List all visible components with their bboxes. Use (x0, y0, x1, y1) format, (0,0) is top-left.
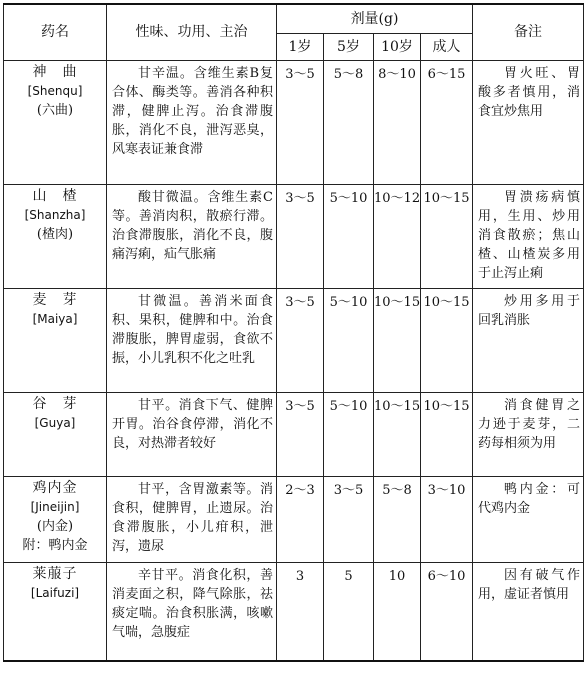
herb-pinyin: [Guya] (34, 416, 76, 430)
herb-remarks: 消食健胃之力逊于麦芽，二药每相须为用 (473, 393, 584, 477)
herb-remarks: 胃火旺、胃酸多者慎用，消食宜炒焦用 (473, 61, 584, 185)
herb-remarks: 因有破气作用，虚证者慎用 (473, 563, 584, 661)
dose-adult: 6～15 (421, 61, 473, 185)
herb-name-cell (4, 477, 107, 563)
dose-age-5: 5～8 (324, 61, 374, 185)
table-row (4, 563, 584, 661)
dose-age-1: 3～5 (277, 289, 324, 393)
col-header-age-10: 10岁 (374, 34, 421, 61)
dose-adult: 10～15 (421, 185, 473, 289)
herb-name-cell (4, 289, 107, 393)
dose-age-5: 5 (324, 563, 374, 661)
herb-remarks: 胃溃疡病慎用，生用、炒用消食散瘀；焦山楂、山楂炭多用于止泻止痢 (473, 185, 584, 289)
col-header-remarks: 备注 (473, 4, 584, 61)
dose-adult: 6～10 (421, 563, 473, 661)
dose-age-10: 5～8 (374, 477, 421, 563)
dose-adult: 10～15 (421, 289, 473, 393)
dose-age-10: 10～15 (374, 289, 421, 393)
table-row (4, 185, 584, 289)
dose-age-1: 3～5 (277, 185, 324, 289)
dose-age-5: 5～10 (324, 185, 374, 289)
herb-description: 甘平，含胃激素等。消食积，健脾胃，止遗尿。治食滞腹胀，小儿疳积，泄泻，遗尿 (107, 477, 277, 563)
herb-name-cell (4, 563, 107, 661)
dose-age-10: 10～12 (374, 185, 421, 289)
herb-description: 甘平。消食下气、健脾开胃。治谷食停滞，消化不良，对热滞者较好 (107, 393, 277, 477)
col-header-name: 药名 (4, 4, 107, 61)
dose-age-5: 5～10 (324, 393, 374, 477)
herb-description: 酸甘微温。含维生素C等。善消肉积，散瘀行滞。治食滞腹胀，消化不良，腹痛泻痢，疝气胀痛 (107, 185, 277, 289)
herb-pinyin: [Maiya] (32, 312, 78, 326)
dose-age-1: 2～3 (277, 477, 324, 563)
herb-name: 神 曲 (32, 64, 78, 80)
herb-name: 鸡内金 (32, 480, 78, 496)
herb-table (3, 3, 584, 662)
herb-name-cell (4, 61, 107, 185)
header-row (4, 4, 584, 34)
table-row (4, 289, 584, 393)
herb-name: 谷 芽 (32, 396, 78, 412)
herb-name: 麦 芽 (32, 292, 78, 308)
col-header-age-5: 5岁 (324, 34, 374, 61)
herb-description: 甘微温。善消米面食积、果积，健脾和中。治食滞腹胀，脾胃虚弱，食欲不振，小儿乳积不化之吐乳 (107, 289, 277, 393)
col-header-age-1: 1岁 (277, 34, 324, 61)
col-header-properties: 性味、功用、主治 (107, 4, 277, 61)
col-header-age-adult: 成人 (421, 34, 473, 61)
dose-age-5: 5～10 (324, 289, 374, 393)
herb-alias: (楂肉) (36, 227, 74, 242)
herb-appendix: 附：鸭内金 (22, 538, 88, 553)
dose-age-10: 10～15 (374, 393, 421, 477)
herb-name: 莱菔子 (32, 566, 78, 582)
herb-pinyin: [Shanzha] (24, 208, 86, 222)
herb-description: 辛甘平。消食化积，善消麦面之积，降气除胀，祛痰定喘。治食积胀满，咳嗽气喘，急腹症 (107, 563, 277, 661)
herb-name: 山 楂 (32, 188, 78, 204)
dose-age-1: 3～5 (277, 61, 324, 185)
herb-pinyin: [Laifuzi] (30, 586, 80, 600)
col-header-dosage: 剂量(g) (277, 4, 473, 34)
dose-adult: 3～10 (421, 477, 473, 563)
dose-adult: 10～15 (421, 393, 473, 477)
herb-name-cell (4, 185, 107, 289)
herb-remarks: 炒用多用于回乳消胀 (473, 289, 584, 393)
table-row (4, 393, 584, 477)
dose-age-10: 10 (374, 563, 421, 661)
herb-description: 甘辛温。含维生素B复合体、酶类等。善消各种积滞，健脾止泻。治食滞腹胀，消化不良，泄泻恶臭，风寒表证兼食滞 (107, 61, 277, 185)
herb-name-cell (4, 393, 107, 477)
herb-remarks: 鸭内金：可代鸡内金 (473, 477, 584, 563)
dose-age-1: 3 (277, 563, 324, 661)
herb-alias: (内金) (36, 519, 74, 534)
table-row (4, 61, 584, 185)
herb-alias: (六曲) (36, 103, 74, 118)
dose-age-10: 8～10 (374, 61, 421, 185)
table-row (4, 477, 584, 563)
herb-pinyin: [Jineijin] (30, 500, 80, 514)
dose-age-5: 3～5 (324, 477, 374, 563)
herb-pinyin: [Shenqu] (27, 84, 83, 98)
dose-age-1: 3～5 (277, 393, 324, 477)
